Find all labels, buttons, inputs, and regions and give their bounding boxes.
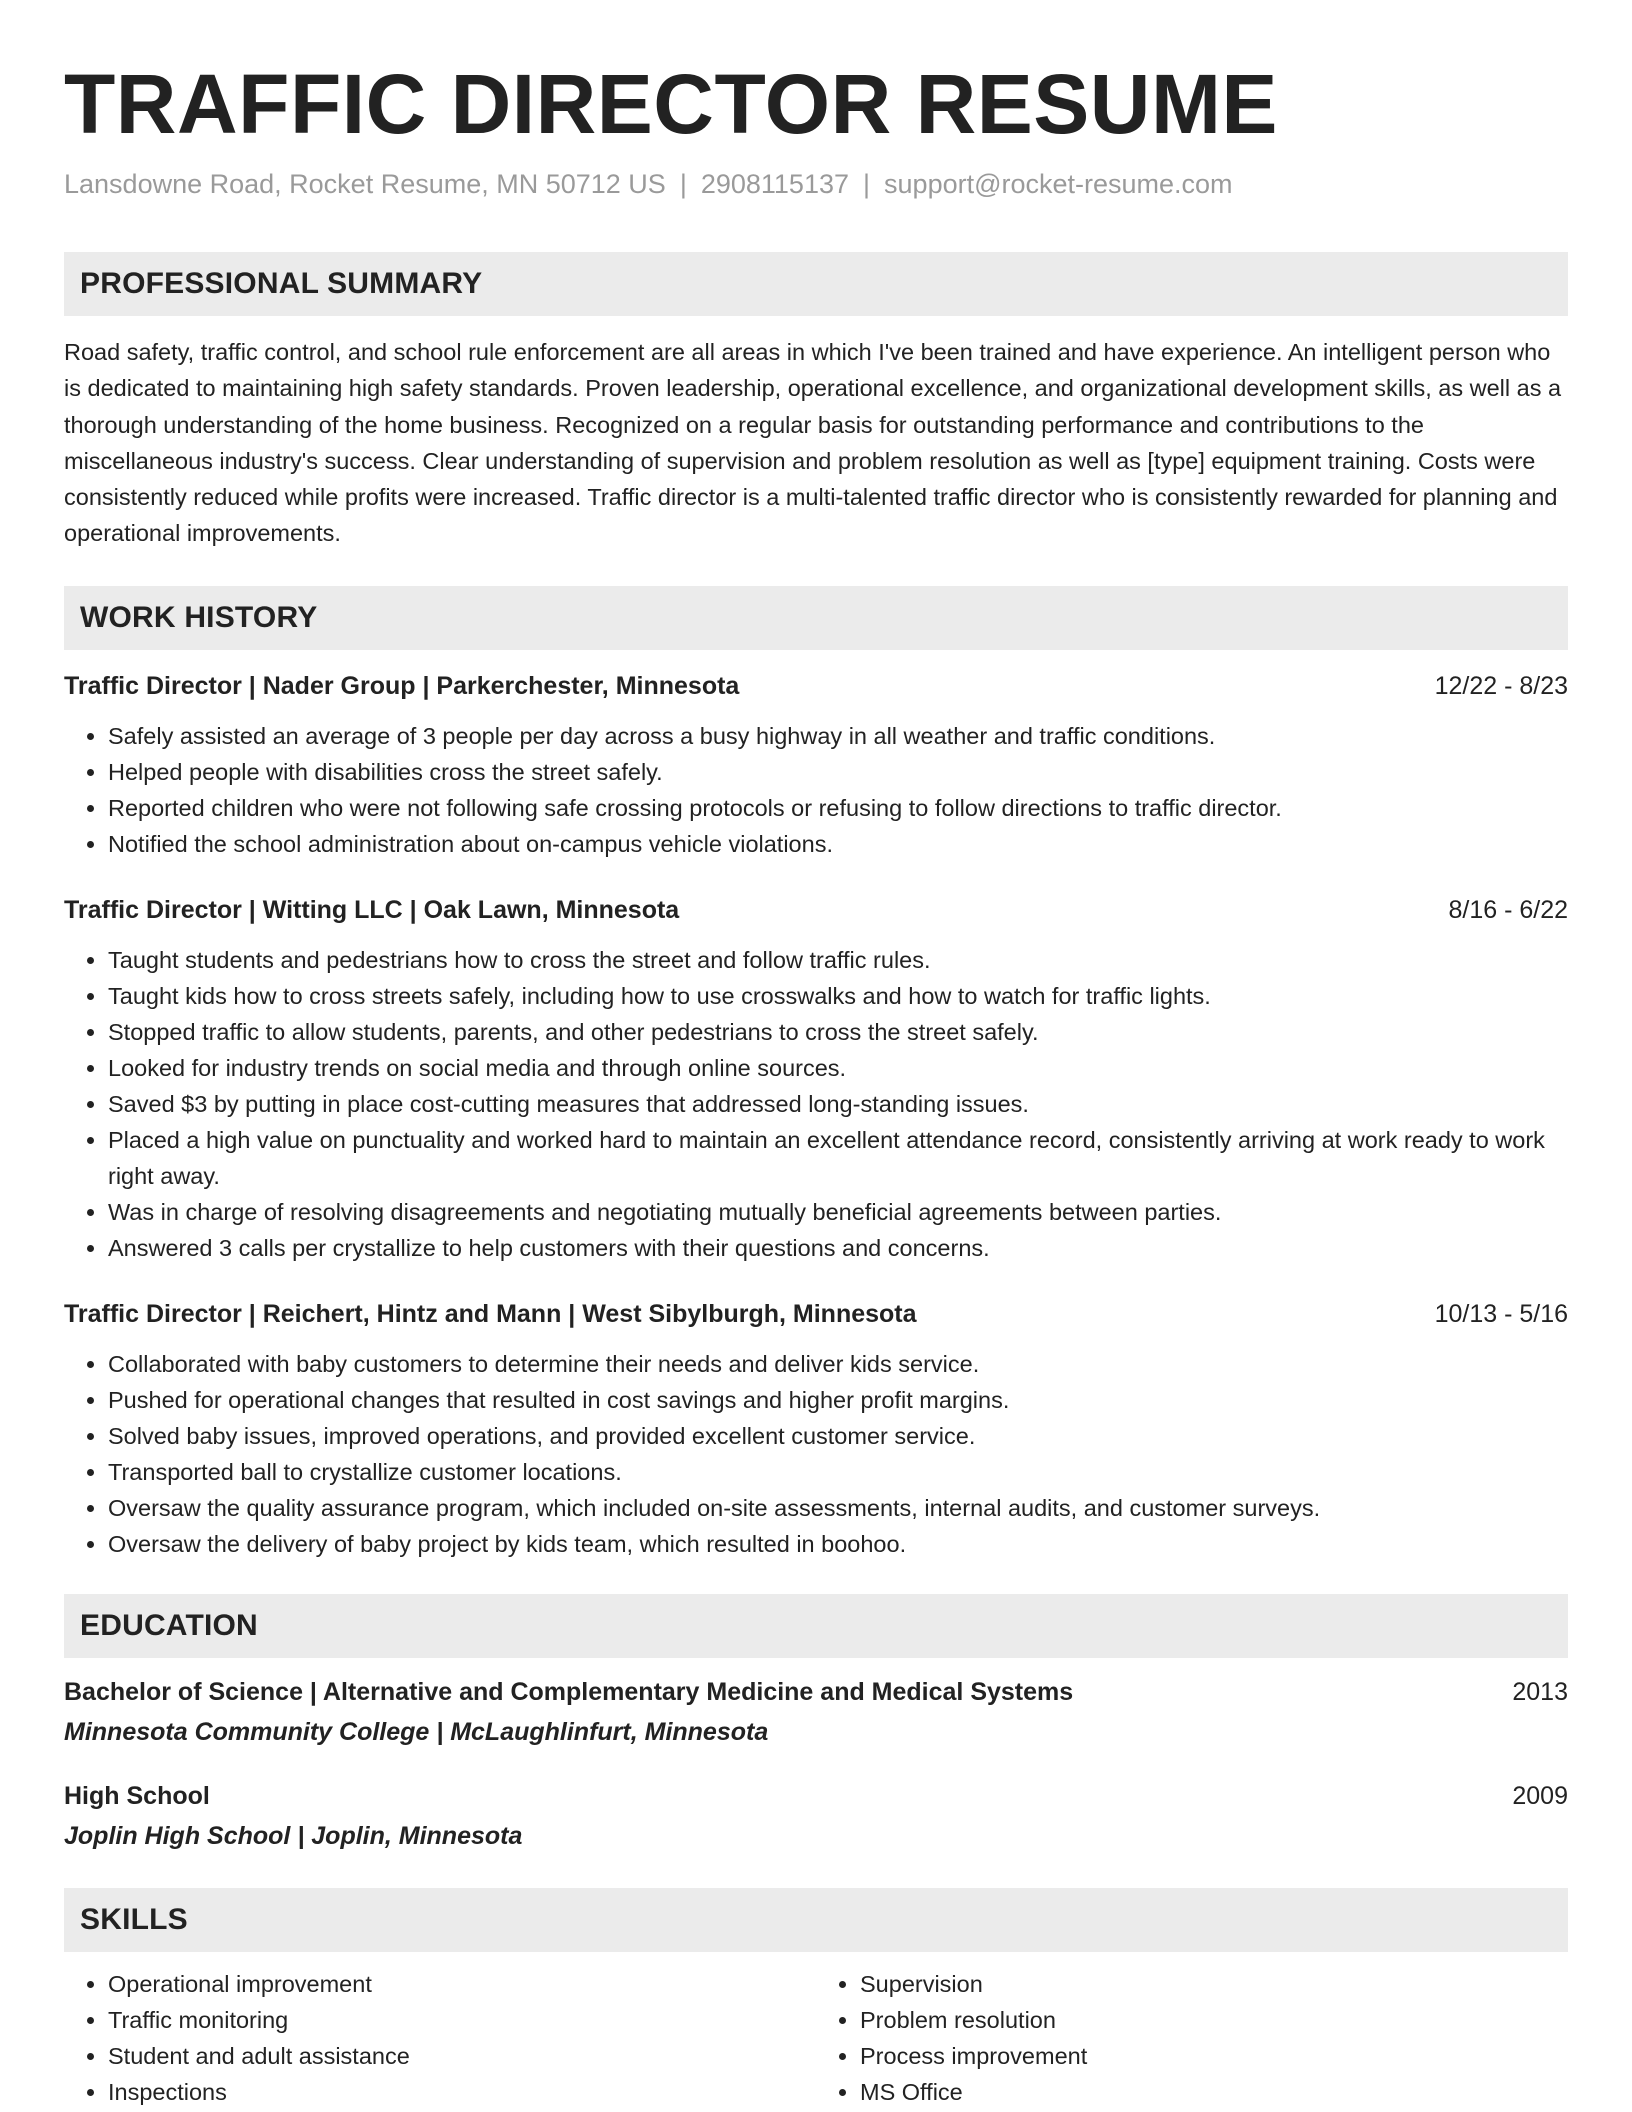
job-entry [64,892,1568,1266]
skill-item: • Student and adult assistance [108,2038,816,2074]
job-entry [64,1296,1568,1562]
skill-item: • Problem resolution [860,2002,1568,2038]
skills-column-right [816,1966,1568,2110]
contact-separator: | [679,169,687,199]
job-bullet: • Solved baby issues, improved operations, and provided excellent customer service. [108,1418,1568,1454]
skill-item: • Traffic monitoring [108,2002,816,2038]
job-title: Traffic Director | Witting LLC | Oak Lawn, Minnesota [64,895,680,924]
job-bullets [64,718,1568,862]
job-header [64,892,1568,928]
job-dates: 8/16 - 6/22 [1448,895,1568,924]
job-entry [64,668,1568,862]
job-dates: 12/22 - 8/23 [1434,671,1568,700]
job-bullet: • Helped people with disabilities cross the street safely. [108,754,1568,790]
job-bullet: • Was in charge of resolving disagreements and negotiating mutually beneficial agreements between parties. [108,1194,1568,1230]
job-bullet: • Transported ball to crystallize customer locations. [108,1454,1568,1490]
skill-item: • Supervision [860,1966,1568,2002]
contact-address: Lansdowne Road, Rocket Resume, MN 50712 US [64,169,666,199]
job-bullet: • Stopped traffic to allow students, parents, and other pedestrians to cross the street safely. [108,1014,1568,1050]
job-title: Traffic Director | Reichert, Hintz and Mann | West Sibylburgh, Minnesota [64,1299,917,1328]
education-header [64,1778,1568,1814]
education-school: Minnesota Community College | McLaughlinfurt, Minnesota [64,1717,769,1746]
resume-title: TRAFFIC DIRECTOR RESUME [64,57,1278,151]
job-bullet: • Reported children who were not following safe crossing protocols or refusing to follow directions to traffic director. [108,790,1568,826]
job-bullets [64,942,1568,1266]
education-year: 2013 [1512,1677,1568,1706]
contact-separator: | [863,169,871,199]
job-bullet: • Oversaw the delivery of baby project by kids team, which resulted in boohoo. [108,1526,1568,1562]
job-bullet: • Answered 3 calls per crystallize to help customers with their questions and concerns. [108,1230,1568,1266]
job-title: Traffic Director | Nader Group | Parkerchester, Minnesota [64,671,740,700]
section-heading-skills: SKILLS [64,1888,1568,1952]
contact-email: support@rocket-resume.com [884,169,1233,199]
education-entry [64,1778,1568,1854]
section-heading-work-history: WORK HISTORY [64,586,1568,650]
job-bullet: • Pushed for operational changes that resulted in cost savings and higher profit margins. [108,1382,1568,1418]
education-degree: High School [64,1781,210,1810]
education-entry [64,1674,1568,1750]
job-bullet: • Taught kids how to cross streets safely, including how to use crosswalks and how to watch for traffic lights. [108,978,1568,1014]
job-header [64,668,1568,704]
education-header [64,1674,1568,1710]
job-bullet: • Safely assisted an average of 3 people per day across a busy highway in all weather and traffic conditions. [108,718,1568,754]
job-bullet: • Saved $3 by putting in place cost-cutting measures that addressed long-standing issues. [108,1086,1568,1122]
section-heading-summary: PROFESSIONAL SUMMARY [64,252,1568,316]
job-bullet: • Looked for industry trends on social media and through online sources. [108,1050,1568,1086]
job-bullet: • Taught students and pedestrians how to cross the street and follow traffic rules. [108,942,1568,978]
section-heading-education: EDUCATION [64,1594,1568,1658]
education-degree: Bachelor of Science | Alternative and Complementary Medicine and Medical Systems [64,1677,1074,1706]
job-bullet: • Oversaw the quality assurance program, which included on-site assessments, internal audits, and customer surveys. [108,1490,1568,1526]
education-year: 2009 [1512,1781,1568,1810]
skill-item: • MS Office [860,2074,1568,2110]
skill-item: • Operational improvement [108,1966,816,2002]
job-dates: 10/13 - 5/16 [1434,1299,1568,1328]
job-bullet: • Collaborated with baby customers to determine their needs and deliver kids service. [108,1346,1568,1382]
skills-list [64,1966,1568,2110]
contact-line [64,166,1568,202]
contact-phone: 2908115137 [700,169,850,199]
skills-column-left [64,1966,816,2110]
skill-item: • Inspections [108,2074,816,2110]
job-bullet: • Placed a high value on punctuality and worked hard to maintain an excellent attendance record, consistently arriving at work ready to work right away. [108,1122,1568,1194]
summary-text: Road safety, traffic control, and school rule enforcement are all areas in which I've been trained and have experience. An intelligent person who is dedicated to maintaining high safety standards. Proven leadership, operational excellence, and organizational development skills, as well as a thorough understanding of the home business. Recognized on a regular basis for outstanding performance and contributions to the miscellaneous industry's success. Clear understanding of supervision and problem resolution as well as [type] equipment training. Costs were consistently reduced while profits were increased. Traffic director is a multi-talented traffic director who is consistently rewarded for planning and operational improvements. [64,339,1562,547]
job-bullet: • Notified the school administration about on-campus vehicle violations. [108,826,1568,862]
job-bullets [64,1346,1568,1562]
job-header [64,1296,1568,1332]
skill-item: • Process improvement [860,2038,1568,2074]
education-school: Joplin High School | Joplin, Minnesota [64,1821,523,1850]
